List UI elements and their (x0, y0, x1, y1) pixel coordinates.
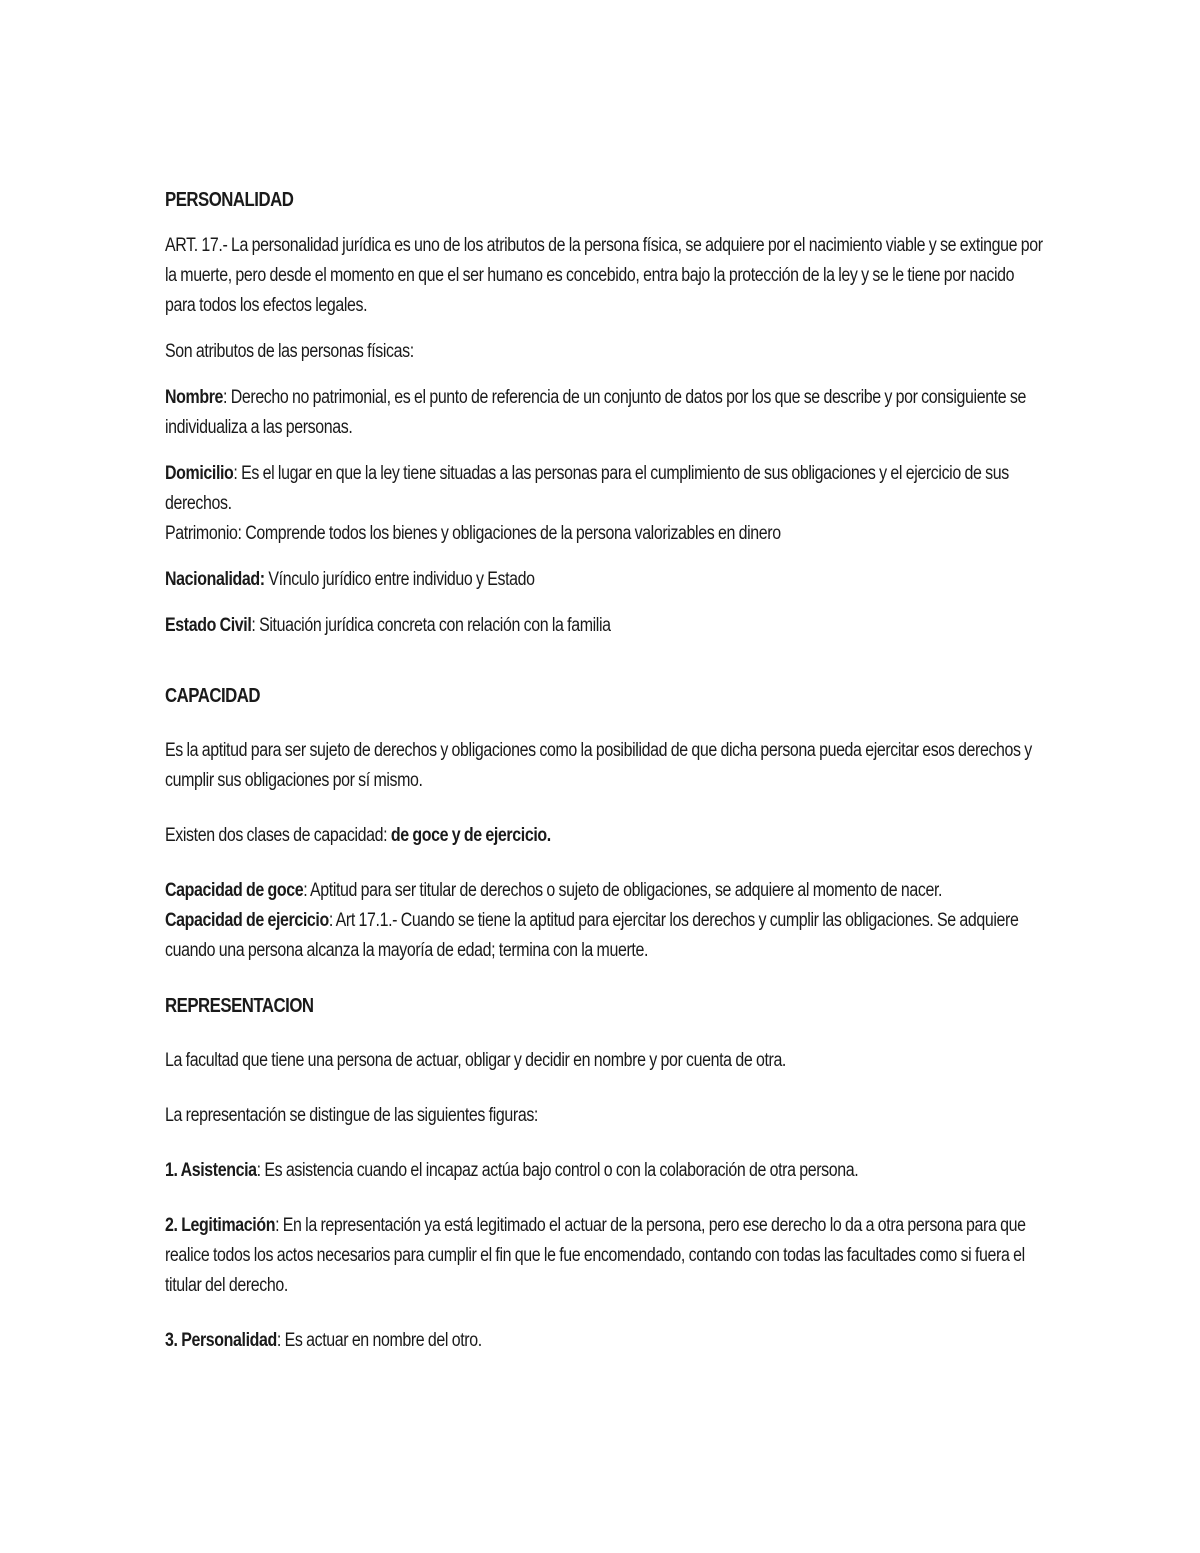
term-nacionalidad: Nacionalidad: (165, 569, 265, 590)
definition-nacionalidad: Vínculo jurídico entre individuo y Estado (264, 569, 535, 590)
definition-estado-civil: : Situación jurídica concreta con relación con la familia (251, 615, 611, 636)
term-goce: Capacidad de goce (165, 880, 304, 901)
definition-nombre: : Derecho no patrimonial, es el punto de referencia de un conjunto de datos por los que se describe y por consiguiente se individualiza a las personas. (165, 387, 1027, 438)
clases-intro: Existen dos clases de capacidad: (165, 825, 391, 846)
term-nombre: Nombre (165, 387, 224, 408)
paragraph-domicilio (165, 459, 1045, 519)
definition-asistencia: : Es asistencia cuando el incapaz actúa bajo control o con la colaboración de otra persona. (256, 1160, 859, 1181)
definition-legitimacion: : En la representación ya está legitimado el actuar de la persona, pero ese derecho lo da a otra persona para que realice todos los actos necesarios para cumplir el fin que le fue encomendado, contando con todas las facultades como si fuera el titular del derecho. (165, 1215, 1026, 1296)
paragraph-clases (165, 821, 1045, 851)
paragraph-legitimacion (165, 1211, 1045, 1301)
definition-goce: : Aptitud para ser titular de derechos o sujeto de obligaciones, se adquiere al momento de nacer. (303, 880, 943, 901)
definition-domicilio: : Es el lugar en que la ley tiene situadas a las personas para el cumplimiento de sus obligaciones y el ejercicio de sus derechos. (165, 463, 1009, 514)
heading-capacidad: CAPACIDAD (165, 685, 261, 707)
document-page (165, 185, 1045, 1356)
definition-personalidad-figure: : Es actuar en nombre del otro. (276, 1330, 482, 1351)
paragraph-capacidad-definition: Es la aptitud para ser sujeto de derechos y obligaciones como la posibilidad de que dicha persona pueda ejercitar esos derechos y cumplir sus obligaciones por sí mismo. (165, 740, 1032, 791)
paragraph-representacion-definition: La facultad que tiene una persona de actuar, obligar y decidir en nombre y por cuenta de otra. (165, 1050, 786, 1071)
definition-ejercicio: : Art 17.1.- Cuando se tiene la aptitud para ejercitar los derechos y cumplir las obligaciones. Se adquiere cuando una persona alcanza la mayoría de edad; termina con la muerte. (165, 910, 1019, 961)
paragraph-distingue-intro: La representación se distingue de las siguientes figuras: (165, 1105, 538, 1126)
heading-representacion: REPRESENTACION (165, 995, 314, 1017)
paragraph-goce (165, 876, 1045, 906)
paragraph-ejercicio (165, 906, 1045, 966)
paragraph-art17: ART. 17.- La personalidad jurídica es uno de los atributos de la persona física, se adquiere por el nacimiento viable y se extingue por la muerte, pero desde el momento en que el ser humano es concebido, entra bajo la protección de la ley y se le tiene por nacido para todos los efectos legales. (165, 235, 1043, 316)
clases-bold: de goce y de ejercicio. (390, 825, 551, 846)
paragraph-patrimonio: Patrimonio: Comprende todos los bienes y obligaciones de la persona valorizables en dinero (165, 523, 781, 544)
document-body (165, 185, 1045, 1356)
paragraph-estado-civil (165, 611, 1045, 641)
term-asistencia: 1. Asistencia (165, 1160, 257, 1181)
term-domicilio: Domicilio (165, 463, 234, 484)
term-ejercicio: Capacidad de ejercicio (165, 910, 329, 931)
term-personalidad-figure: 3. Personalidad (165, 1330, 277, 1351)
paragraph-nombre (165, 383, 1045, 443)
term-estado-civil: Estado Civil (165, 615, 252, 636)
term-legitimacion: 2. Legitimación (165, 1215, 276, 1236)
paragraph-personalidad-figure (165, 1326, 1045, 1356)
paragraph-atributos-intro: Son atributos de las personas físicas: (165, 341, 414, 362)
paragraph-nacionalidad (165, 565, 1045, 595)
paragraph-asistencia (165, 1156, 1045, 1186)
heading-personalidad: PERSONALIDAD (165, 189, 294, 211)
